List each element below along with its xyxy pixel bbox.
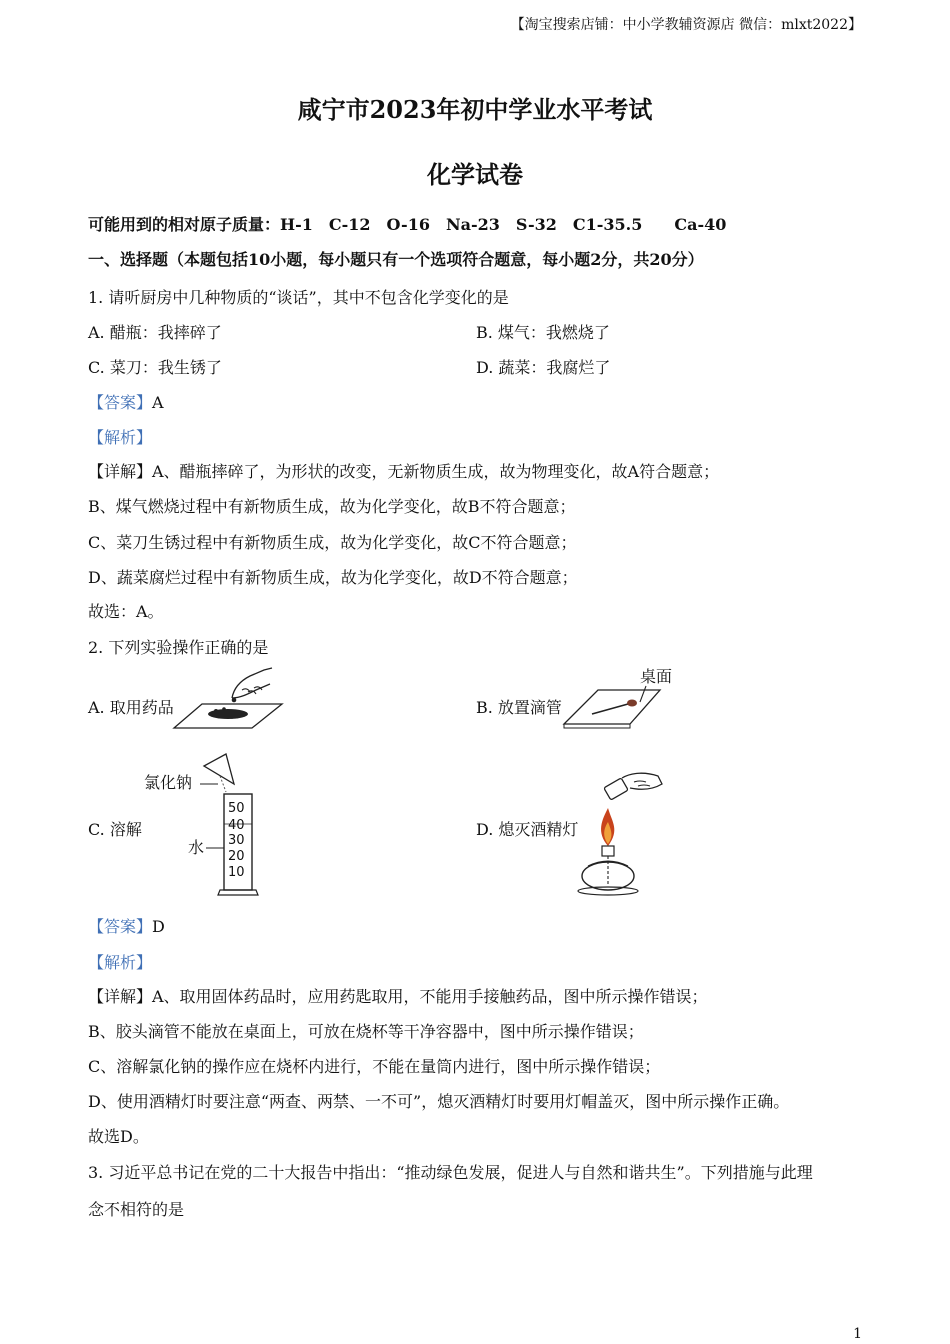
q2-detail-1: 【详解】A、取用固体药品时，应用药匙取用，不能用手接触药品，图中所示操作错误； (88, 987, 708, 1006)
figure-alcohol-lamp (574, 768, 669, 898)
q2-stem: 2. 下列实验操作正确的是 (88, 638, 269, 657)
tick-20: 20 (228, 849, 245, 864)
label-table: 桌面 (640, 667, 673, 686)
answer-value: A (152, 393, 164, 412)
answer-tag: 【答案】 (88, 917, 153, 936)
tick-40: 40 (228, 818, 245, 833)
q1-detail-4: D、蔬菜腐烂过程中有新物质生成，故为化学变化，故D不符合题意； (88, 568, 578, 587)
exam-subtitle: 化学试卷 (427, 160, 523, 189)
q2-detail-4: D、使用酒精灯时要注意“两查、两禁、一不可”，熄灭酒精灯时要用灯帽盖灭，图中所示操作正确。 (88, 1092, 790, 1111)
q2-detail-3: C、溶解氯化钠的操作应在烧杯内进行，不能在量筒内进行，图中所示操作错误； (88, 1057, 661, 1076)
header-note: 【淘宝搜索店铺：中小学教辅资源店 微信：mlxt2022】 (510, 17, 862, 33)
figure-taking-reagent (172, 662, 287, 732)
q2-option-c: C. 溶解 (88, 820, 142, 839)
tick-50: 50 (228, 801, 245, 816)
answer-value: D (152, 917, 165, 936)
answer-tag: 【答案】 (88, 393, 153, 412)
exam-title: 咸宁市2023年初中学业水平考试 (297, 95, 653, 124)
q1-option-d: D. 蔬菜：我腐烂了 (476, 358, 611, 377)
q1-stem: 1. 请听厨房中几种物质的“谈话”，其中不包含化学变化的是 (88, 288, 509, 307)
q2-detail-2: B、胶头滴管不能放在桌面上，可放在烧杯等干净容器中，图中所示操作错误； (88, 1022, 644, 1041)
q1-option-c: C. 菜刀：我生锈了 (88, 358, 222, 377)
q3-stem-line2: 念不相符的是 (88, 1200, 185, 1219)
q1-answer (88, 390, 164, 413)
atomic-masses: 可能用到的相对原子质量：H-1 C-12 O-16 Na-23 S-32 C1-35.5 Ca-40 (88, 215, 727, 234)
q2-analysis-tag: 【解析】 (88, 953, 153, 972)
q1-detail-1: 【详解】A、醋瓶摔碎了，为形状的改变，无新物质生成，故为物理变化，故A符合题意； (88, 462, 720, 481)
q1-analysis-tag: 【解析】 (88, 428, 153, 447)
q1-option-b: B. 煤气：我燃烧了 (476, 323, 610, 342)
q1-detail-5: 故选：A。 (88, 602, 164, 621)
q1-option-a: A. 醋瓶：我摔碎了 (88, 323, 222, 342)
q2-option-a: A. 取用药品 (88, 698, 174, 717)
page-number: 1 (853, 1326, 862, 1342)
label-sodium-chloride: 氯化钠 (144, 773, 193, 792)
q3-stem-line1: 3. 习近平总书记在党的二十大报告中指出：“推动绿色发展，促进人与自然和谐共生”。下列措施与此理 (88, 1163, 813, 1182)
figure-dropper-on-table (560, 662, 685, 732)
q1-detail-3: C、菜刀生锈过程中有新物质生成，故为化学变化，故C不符合题意； (88, 533, 577, 552)
q2-option-b: B. 放置滴管 (476, 698, 562, 717)
q2-option-d: D. 熄灭酒精灯 (476, 820, 579, 839)
q2-detail-5: 故选D。 (88, 1127, 149, 1146)
q1-detail-2: B、煤气燃烧过程中有新物质生成，故为化学变化，故B不符合题意； (88, 497, 576, 516)
figure-dissolving-cylinder (140, 750, 265, 898)
section-heading: 一、选择题（本题包括10小题，每小题只有一个选项符合题意，每小题2分，共20分） (88, 250, 704, 269)
q2-answer (88, 914, 165, 937)
tick-30: 30 (228, 833, 245, 848)
label-water: 水 (188, 838, 205, 857)
tick-10: 10 (228, 865, 245, 880)
